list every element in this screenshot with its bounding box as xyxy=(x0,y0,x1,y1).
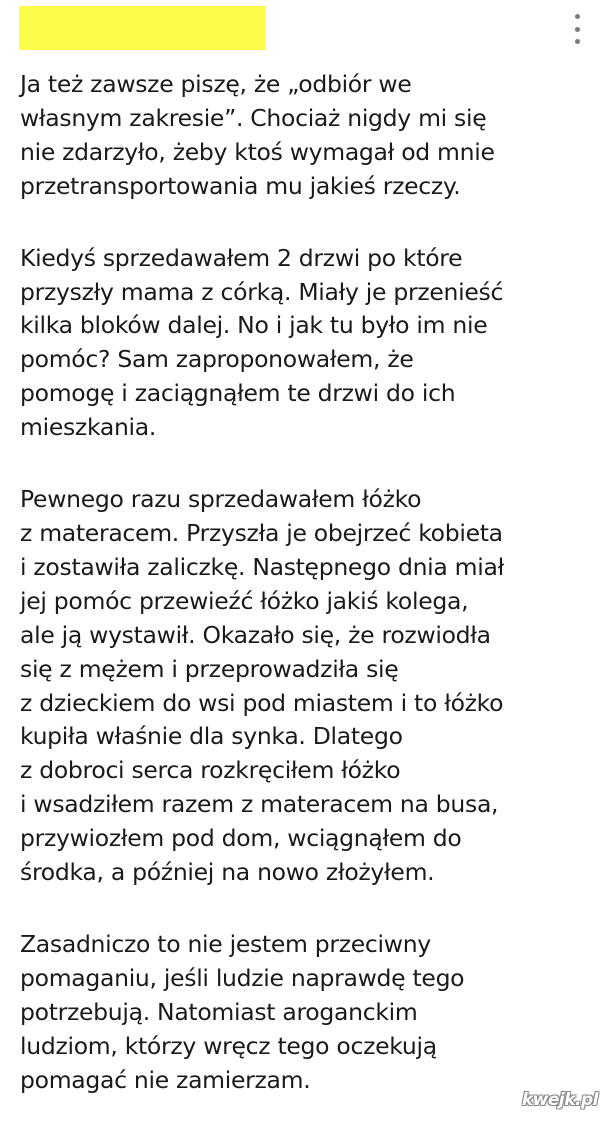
text-line: Pewnego razu sprzedawałem łóżko xyxy=(20,485,422,514)
text-line: pomogę i zaciągnąłem te drzwi do ich xyxy=(20,379,456,408)
text-line: z dzieckiem do wsi pod miastem i to łóżko xyxy=(20,688,504,717)
paragraph-doors xyxy=(20,242,595,445)
paragraph-intro xyxy=(20,68,595,204)
text-line: Ja też zawsze piszę, że „odbiór we xyxy=(20,70,412,98)
text-line: i wsadziłem razem z materacem na busa, xyxy=(20,790,499,819)
paragraph-bed xyxy=(20,483,595,890)
menu-dot xyxy=(575,27,580,32)
text-line: kilka bloków dalej. No i jak tu było im nie xyxy=(20,311,488,340)
more-options-icon[interactable] xyxy=(568,14,586,44)
redacted-username xyxy=(19,6,265,50)
text-line: środka, a później na nowo złożyłem. xyxy=(20,858,435,887)
text-line: i zostawiła zaliczkę. Następnego dnia miał xyxy=(20,552,504,581)
text-line: się z mężem i przeprowadziła się xyxy=(20,654,399,683)
text-line: przetransportowania mu jakieś rzeczy. xyxy=(20,171,461,200)
text-line: ale ją wystawił. Okazało się, że rozwiodła xyxy=(20,620,491,649)
text-line: mieszkania. xyxy=(20,413,157,442)
text-line: z materacem. Przyszła je obejrzeć kobieta xyxy=(20,518,503,547)
text-line: przyszły mama z córką. Miały je przenieść xyxy=(20,277,504,306)
text-line: nie zdarzyło, żeby ktoś wymagał od mnie xyxy=(20,137,495,166)
text-line: przywiozłem pod dom, wciągnąłem do xyxy=(20,824,462,853)
post-body xyxy=(20,68,595,1135)
text-line: kupiła właśnie dla synka. Dlatego xyxy=(20,722,403,751)
kwejk-watermark: kwejk.pl xyxy=(521,1090,598,1110)
text-line: pomaganiu, jeśli ludzie naprawdę tego xyxy=(20,963,465,992)
text-line: jej pomóc przewieźć łóżko jakiś kolega, xyxy=(20,586,469,615)
menu-dot xyxy=(575,14,580,19)
text-line: własnym zakresie”. Chociaż nigdy mi się xyxy=(20,103,487,132)
text-line: potrzebują. Natomiast aroganckim xyxy=(20,997,418,1026)
text-line: z dobroci serca rozkręciłem łóżko xyxy=(20,756,401,785)
text-line: pomagać nie zamierzam. xyxy=(20,1065,311,1094)
text-line: ludziom, którzy wręcz tego oczekują xyxy=(20,1031,437,1060)
text-line: Kiedyś sprzedawałem 2 drzwi po które xyxy=(20,243,463,272)
text-line: pomóc? Sam zaproponowałem, że xyxy=(20,345,414,374)
paragraph-conclusion xyxy=(20,928,595,1098)
text-line: Zasadniczo to nie jestem przeciwny xyxy=(20,929,431,958)
menu-dot xyxy=(575,39,580,44)
